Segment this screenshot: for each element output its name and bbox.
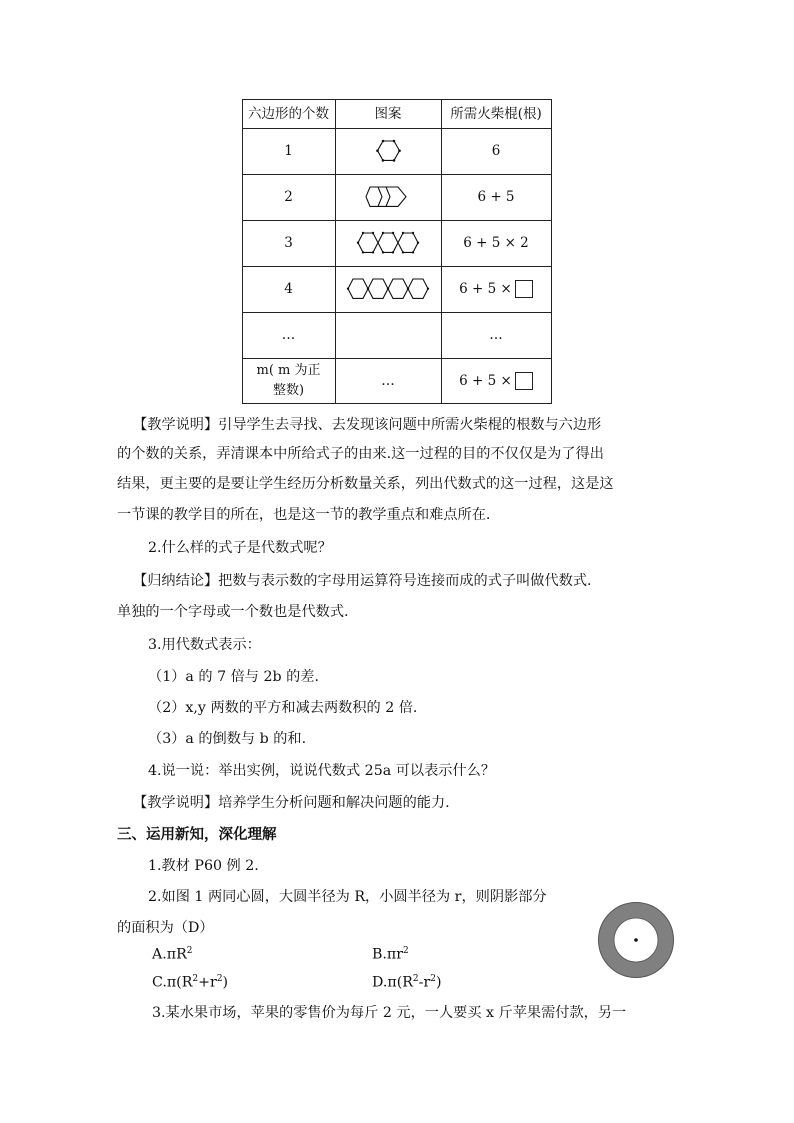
example-2-line2: 的面积为（D） (117, 920, 214, 936)
question-4: 4.说一说：举出实例，说说代数式 25a 可以表示什么？ (148, 763, 496, 779)
header-pattern: 图案 (374, 105, 402, 122)
row6-count-line2: 整数) (272, 382, 305, 398)
question-2: 2.什么样的式子是代数式呢？ (148, 540, 332, 556)
option-d-mid: -r (418, 974, 431, 991)
row5-count: … (281, 327, 296, 343)
option-b-sup: 2 (403, 946, 409, 956)
option-d-post: ) (435, 974, 442, 991)
example-3: 3.某水果市场，苹果的零售价为每斤 2 元，一人要买 x 斤苹果需付款，另一 (152, 1005, 627, 1021)
option-b (372, 946, 409, 963)
example-1: 1.教材 P60 例 2. (148, 858, 259, 874)
hexagon-pattern-1 (335, 128, 441, 174)
row3-expr: 6 + 5 × 2 (463, 235, 529, 251)
row1-expr: 6 (491, 143, 501, 159)
answer-box (515, 280, 533, 298)
option-c-pre: C.π(R (152, 974, 193, 991)
option-d-pre: D.π(R (372, 974, 413, 991)
row2-count: 2 (284, 189, 293, 205)
option-a-text: A.πR (152, 946, 187, 963)
hexagon-pattern-4 (335, 266, 441, 312)
note1-line3: 结果，更主要的是要让学生经历分析数量关系，列出代数式的这一过程，这是这 (117, 476, 614, 492)
row1-count: 1 (284, 143, 293, 159)
note2: 【教学说明】培养学生分析问题和解决问题的能力. (133, 795, 450, 811)
option-b-text: B.πr (372, 946, 404, 963)
option-c-sup2: 2 (216, 974, 223, 984)
option-c-post: ) (222, 974, 229, 991)
option-c (152, 974, 228, 991)
option-c-mid: +r (198, 974, 217, 991)
note1-line4: 一节课的教学目的所在，也是这一节的教学重点和难点所在. (117, 507, 491, 523)
conclusion-line1: 【归纳结论】把数与表示数的字母用运算符号连接而成的式子叫做代数式. (133, 573, 592, 589)
row6-count (242, 358, 335, 403)
concentric-circles-figure (597, 901, 675, 979)
row6-count-line1: m( m 为正 (256, 362, 321, 378)
row4-count: 4 (284, 281, 293, 297)
hexagon-pattern-3 (335, 220, 441, 266)
option-c-sup1: 2 (192, 974, 199, 984)
question-3-item-2: （2）x,y 两数的平方和减去两数积的 2 倍. (148, 700, 418, 716)
option-d (372, 974, 442, 991)
conclusion-line2: 单独的一个字母或一个数也是代数式. (117, 604, 349, 620)
answer-box (515, 372, 533, 390)
option-a (152, 946, 193, 963)
row6-expr (441, 358, 551, 403)
header-matchsticks: 所需火柴棍(根) (450, 105, 542, 122)
note1-line2: 的个数的关系，弄清课本中所给式子的由来.这一过程的目的不仅仅是为了得出 (117, 446, 604, 462)
header-count: 六边形的个数 (248, 105, 329, 122)
row3-count: 3 (284, 235, 293, 251)
row6-pattern: … (381, 372, 395, 389)
row5-expr: … (489, 327, 503, 343)
row4-expr (441, 266, 551, 312)
option-d-sup1: 2 (412, 974, 419, 984)
question-3: 3.用代数式表示： (148, 637, 261, 653)
note1-line1: 【教学说明】引导学生去寻找、去发现该问题中所需火柴棍的根数与六边形 (133, 417, 602, 433)
question-3-item-1: （1）a 的 7 倍与 2b 的差. (148, 669, 319, 685)
example-2-line1: 2.如图 1 两同心圆，大圆半径为 R，小圆半径为 r，则阴影部分 (148, 889, 547, 905)
hexagon-pattern-2 (335, 174, 441, 220)
option-d-sup2: 2 (430, 974, 436, 984)
section-3-heading: 三、运用新知，深化理解 (117, 827, 277, 843)
row4-expr-text: 6 + 5 × (459, 281, 512, 297)
row6-expr-text: 6 + 5 × (459, 372, 512, 389)
row2-expr: 6 + 5 (477, 189, 515, 205)
question-3-item-3: （3）a 的倒数与 b 的和. (148, 731, 307, 747)
option-a-sup: 2 (186, 946, 193, 956)
